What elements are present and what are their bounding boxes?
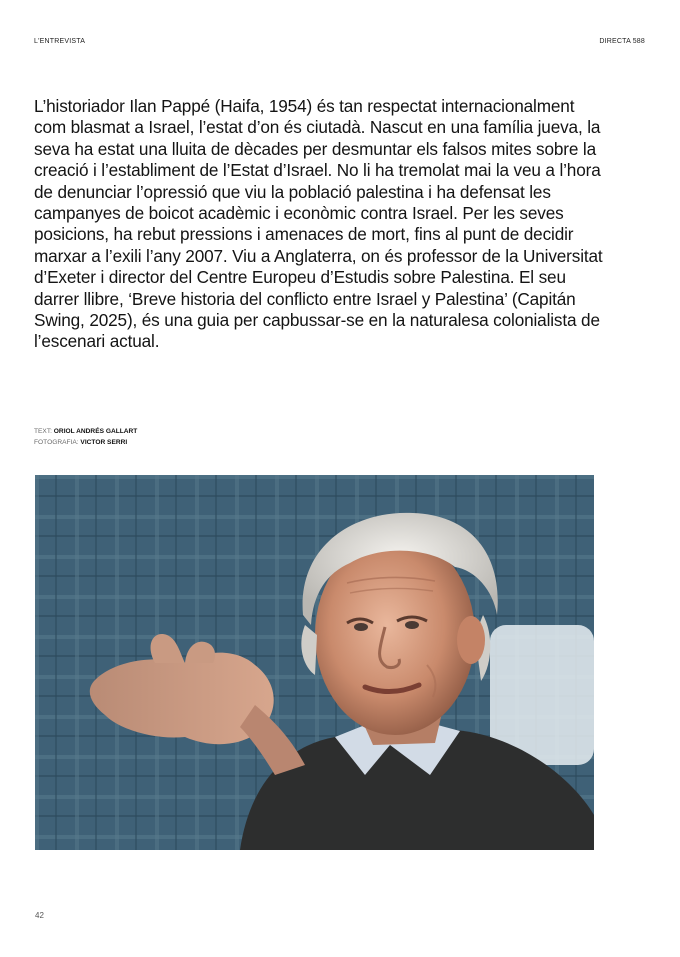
- text-credit-author: ORIOL ANDRÉS GALLART: [53, 428, 138, 435]
- section-label: L'ENTREVISTA: [34, 38, 86, 45]
- issue-label: DIRECTA 588: [599, 38, 645, 45]
- portrait-photo: [35, 475, 594, 850]
- page-number: 42: [35, 911, 44, 920]
- photo-credit-label: FOTOGRAFIA:: [34, 439, 79, 446]
- text-credit-label: TEXT:: [34, 428, 52, 435]
- photo-credit: [34, 437, 137, 448]
- lead-paragraph: L’historiador Ilan Pappé (Haifa, 1954) és tan respectat internacionalment com blasmat a Israel, l’estat d’on és ciutadà. Nascut en una família jueva, la seva ha estat una lluita de dècades per desmuntar els falsos mites sobre la creació i l’establiment de l’Estat d’Israel. No li ha tremolat mai la veu a l’hora de denunciar l’opressió que viu la població palestina i ha defensat les campanyes de boicot acadèmic i econòmic contra Israel. Per les seves posicions, ha rebut pressions i amenaces de mort, fins al punt de decidir marxar a l’exili l’any 2007. Viu a Anglaterra, on és professor de la Universitat d’Exeter i director del Centre Europeu d’Estudis sobre Palestina. El seu darrer llibre, ‘Breve historia del conflicto entre Israel y Palestina’ (Capitán Swing, 2025), és una guia per capbussar-se en la naturalesa colonialista de l’escenari actual.: [34, 96, 603, 352]
- text-credit: [34, 426, 137, 437]
- credits: [34, 426, 137, 448]
- photo-credit-author: VICTOR SERRI: [80, 439, 128, 446]
- portrait-illustration: [35, 475, 594, 850]
